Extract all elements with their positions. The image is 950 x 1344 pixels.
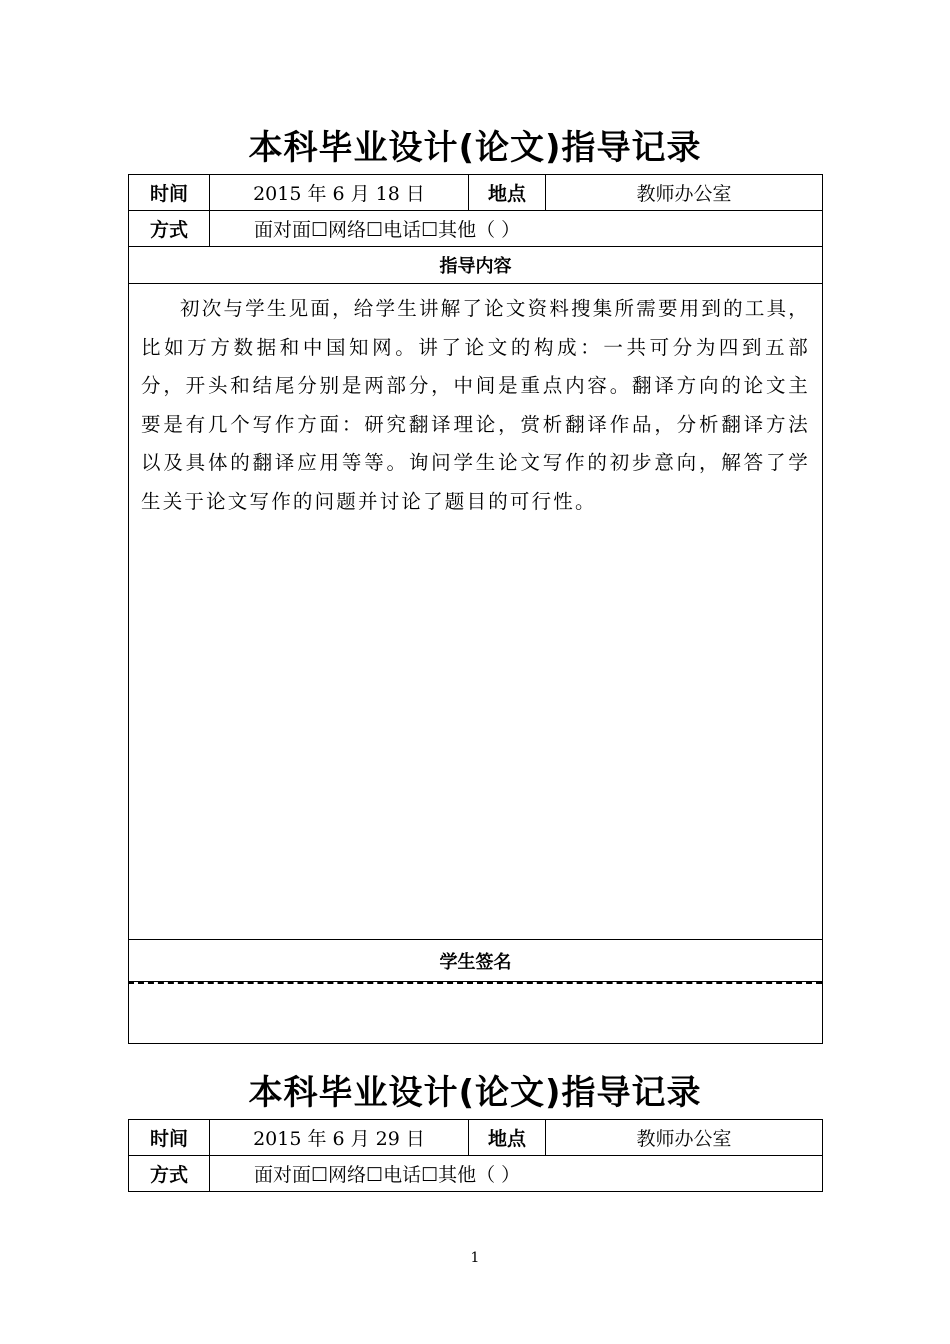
signature-dashed-line (128, 982, 822, 984)
content-cell (129, 284, 823, 940)
signature-heading: 学生签名 (129, 940, 823, 982)
signature-area (129, 982, 823, 1044)
time-label-2: 时间 (129, 1120, 210, 1156)
time-value-2: 2015 年 6 月 29 日 (210, 1120, 469, 1156)
record-title: 本科毕业设计(论文)指导记录 (248, 128, 702, 168)
content-heading: 指导内容 (129, 247, 823, 284)
time-value: 2015 年 6 月 18 日 (210, 175, 469, 211)
mode-label: 方式 (129, 211, 210, 247)
mode-label-2: 方式 (129, 1156, 210, 1192)
place-value: 教师办公室 (546, 175, 823, 211)
mode-value: 面对面☐网络☐电话☐其他（ ） (210, 211, 823, 247)
time-label: 时间 (129, 175, 210, 211)
guidance-record-table (128, 174, 823, 1044)
place-label: 地点 (469, 175, 546, 211)
place-label-2: 地点 (469, 1120, 546, 1156)
page-number: 1 (470, 1250, 480, 1266)
mode-value-2: 面对面☐网络☐电话☐其他（ ） (210, 1156, 823, 1192)
guidance-record-table-2 (128, 1119, 823, 1192)
place-value-2: 教师办公室 (546, 1120, 823, 1156)
content-text: 初次与学生见面，给学生讲解了论文资料搜集所需要用到的工具，比如万方数据和中国知网。讲了论文的构成：一共可分为四到五部分，开头和结尾分别是两部分，中间是重点内容。翻译方向的论文主要是有几个写作方面：研究翻译理论，赏析翻译作品，分析翻译方法以及具体的翻译应用等等。询问学生论文写作的初步意向，解答了学生关于论文写作的问题并讨论了题目的可行性。 (141, 297, 810, 513)
record-title-2: 本科毕业设计(论文)指导记录 (248, 1073, 702, 1113)
